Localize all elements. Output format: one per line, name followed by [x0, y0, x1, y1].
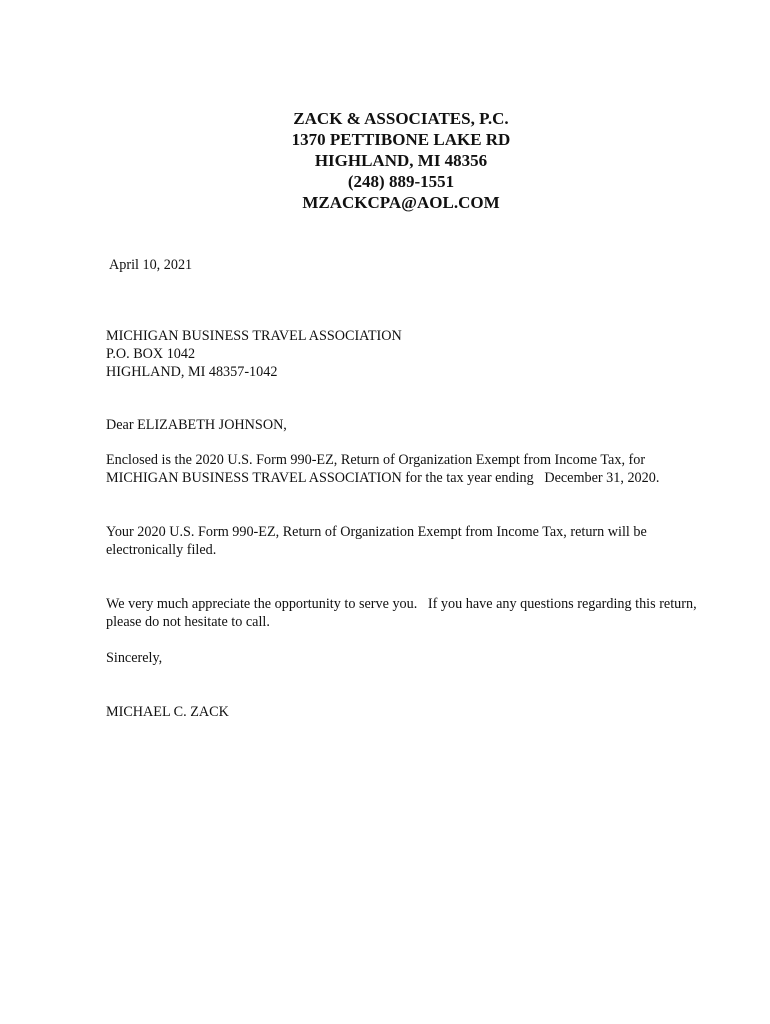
recipient-address	[106, 327, 706, 381]
body-paragraph-3: We very much appreciate the opportunity to serve you. If you have any questions regarding this return, please do not hesitate to call.	[106, 596, 701, 630]
body-paragraph-2: Your 2020 U.S. Form 990-EZ, Return of Organization Exempt from Income Tax, return will be electronically filed.	[106, 524, 647, 558]
letterhead	[0, 108, 770, 213]
recipient-address-line2: HIGHLAND, MI 48357-1042	[106, 364, 278, 380]
firm-street-address: 1370 PETTIBONE LAKE RD	[291, 130, 511, 149]
firm-phone: (248) 889-1551	[347, 172, 455, 191]
closing: Sincerely,	[106, 650, 163, 666]
firm-email: MZACKCPA@AOL.COM	[302, 193, 500, 212]
recipient-name: MICHIGAN BUSINESS TRAVEL ASSOCIATION	[106, 328, 402, 344]
letter-date: April 10, 2021	[109, 257, 193, 273]
firm-name: ZACK & ASSOCIATES, P.C.	[293, 109, 509, 128]
body-paragraph-1: Enclosed is the 2020 U.S. Form 990-EZ, Return of Organization Exempt from Income Tax, for MICHIGAN BUSINESS TRAVEL ASSOCIATION for the tax year ending December 31, 2020.	[106, 452, 660, 486]
recipient-address-line1: P.O. BOX 1042	[106, 346, 196, 362]
signature-name: MICHAEL C. ZACK	[106, 704, 229, 720]
firm-city-state-zip: HIGHLAND, MI 48356	[314, 151, 488, 170]
salutation: Dear ELIZABETH JOHNSON,	[106, 417, 287, 433]
